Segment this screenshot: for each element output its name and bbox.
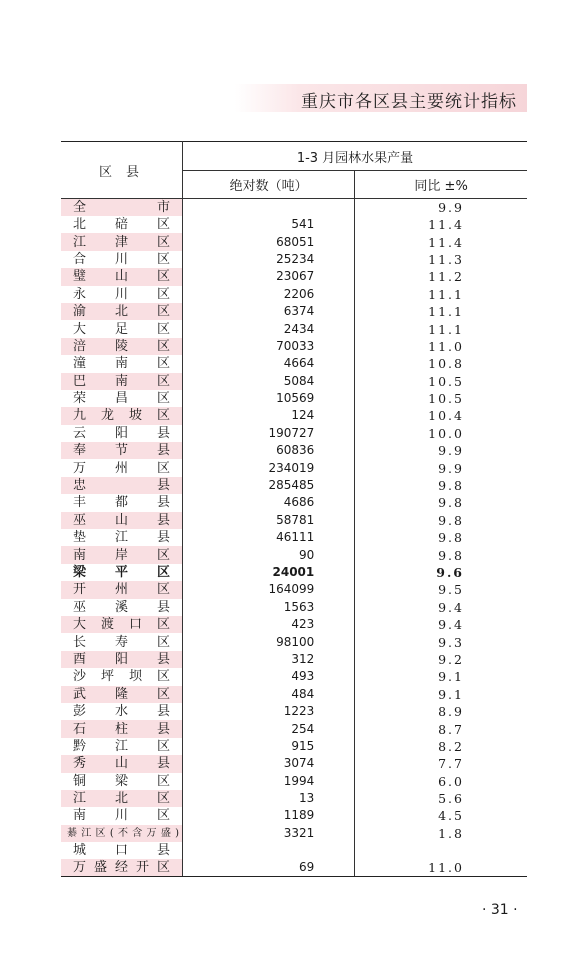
absolute-value-cell: 68051 — [183, 233, 355, 250]
column-group-header: 1-3 月园林水果产量 — [183, 142, 528, 171]
yoy-change-cell: 8.7 — [438, 721, 464, 737]
region-name-cell: 涪陵区 — [61, 338, 183, 355]
table-row — [61, 216, 527, 233]
absolute-value-cell: 6374 — [183, 303, 355, 320]
table-row — [61, 581, 527, 598]
yoy-change-cell — [355, 842, 527, 859]
absolute-value-cell: 254 — [183, 720, 355, 737]
region-name-cell: 铜梁区 — [61, 773, 183, 790]
yoy-change-cell: 10.8 — [428, 356, 464, 372]
yoy-change-cell: 10.5 — [428, 373, 464, 389]
absolute-value-cell: 25234 — [183, 251, 355, 268]
region-name-cell: 北碚区 — [61, 216, 183, 233]
region-name-cell: 大足区 — [61, 320, 183, 337]
region-name-cell: 万盛经开区 — [61, 859, 183, 877]
region-name-cell: 南岸区 — [61, 546, 183, 563]
table-row — [61, 755, 527, 772]
yoy-change-cell: 1.8 — [438, 825, 464, 841]
region-name-cell: 巫溪县 — [61, 599, 183, 616]
absolute-value-cell: 23067 — [183, 268, 355, 285]
region-name-cell: 巴南区 — [61, 373, 183, 390]
yoy-change-cell: 8.2 — [438, 738, 464, 754]
absolute-value-cell: 58781 — [183, 512, 355, 529]
absolute-value-cell: 69 — [183, 859, 355, 877]
table-row — [61, 477, 527, 494]
yoy-change-cell: 4.5 — [438, 808, 464, 824]
absolute-value-cell: 2206 — [183, 286, 355, 303]
region-name-cell: 巫山县 — [61, 512, 183, 529]
region-name-cell: 全市 — [61, 199, 183, 217]
table-row — [61, 825, 527, 842]
yoy-change-cell: 9.9 — [438, 200, 464, 215]
region-name-cell: 合川区 — [61, 251, 183, 268]
yoy-change-cell: 11.4 — [428, 234, 464, 250]
yoy-change-cell: 11.0 — [428, 338, 464, 354]
absolute-value-cell: 24001 — [183, 564, 355, 581]
yoy-change-cell: 9.1 — [438, 686, 464, 702]
table-row — [61, 720, 527, 737]
absolute-value-cell: 70033 — [183, 338, 355, 355]
yoy-change-cell: 9.8 — [438, 495, 464, 511]
table-row — [61, 529, 527, 546]
yoy-change-cell: 11.1 — [428, 321, 464, 337]
table-row — [61, 668, 527, 685]
yoy-change-cell: 11.4 — [428, 217, 464, 233]
yoy-change-cell: 10.4 — [428, 408, 464, 424]
table-row — [61, 859, 527, 877]
yoy-change-cell: 10.0 — [428, 425, 464, 441]
absolute-value-cell: 3321 — [183, 825, 355, 842]
table-row — [61, 407, 527, 424]
table-row — [61, 546, 527, 563]
region-name-cell: 丰都县 — [61, 494, 183, 511]
absolute-value-cell: 3074 — [183, 755, 355, 772]
yoy-change-cell: 9.8 — [438, 478, 464, 494]
region-name-cell: 潼南区 — [61, 355, 183, 372]
absolute-value-cell: 1563 — [183, 599, 355, 616]
page-number: · 31 · — [482, 902, 518, 918]
yoy-change-cell: 9.5 — [438, 582, 464, 598]
table-row — [61, 320, 527, 337]
yoy-change-cell: 11.1 — [428, 304, 464, 320]
region-name-cell: 万州区 — [61, 459, 183, 476]
absolute-value-cell: 98100 — [183, 633, 355, 650]
region-name-cell: 梁平区 — [61, 564, 183, 581]
table-row — [61, 686, 527, 703]
table-row — [61, 268, 527, 285]
region-name-cell: 大渡口区 — [61, 616, 183, 633]
region-name-cell: 秀山县 — [61, 755, 183, 772]
yoy-change-cell: 9.8 — [438, 530, 464, 546]
region-name-cell: 南川区 — [61, 807, 183, 824]
column-header-region: 区县 — [61, 142, 183, 199]
table-row — [61, 703, 527, 720]
region-name-cell: 綦江区(不含万盛) — [61, 825, 183, 842]
yoy-change-cell: 9.4 — [438, 617, 464, 633]
table-body — [61, 199, 527, 877]
absolute-value-cell: 1223 — [183, 703, 355, 720]
absolute-value-cell: 1189 — [183, 807, 355, 824]
yoy-change-cell: 9.1 — [438, 669, 464, 685]
absolute-value-cell — [183, 199, 355, 217]
absolute-value-cell: 13 — [183, 790, 355, 807]
table-row — [61, 616, 527, 633]
yoy-change-cell: 9.8 — [438, 547, 464, 563]
yoy-change-cell: 6.0 — [438, 773, 464, 789]
absolute-value-cell: 915 — [183, 738, 355, 755]
region-name-cell: 璧山区 — [61, 268, 183, 285]
yoy-change-cell: 9.6 — [436, 565, 464, 580]
absolute-value-cell: 1994 — [183, 773, 355, 790]
table-row — [61, 233, 527, 250]
yoy-change-cell: 11.0 — [355, 859, 527, 877]
table-row — [61, 338, 527, 355]
yoy-change-cell: 11.3 — [428, 251, 464, 267]
region-name-cell: 黔江区 — [61, 738, 183, 755]
region-name-cell: 长寿区 — [61, 633, 183, 650]
yoy-change-cell: 11.2 — [428, 269, 464, 285]
page-header-banner — [235, 84, 527, 112]
region-name-cell: 酉阳县 — [61, 651, 183, 668]
statistics-table — [61, 141, 527, 877]
page-title: 重庆市各区县主要统计指标 — [301, 92, 517, 112]
yoy-change-cell: 9.9 — [438, 460, 464, 476]
table-row — [61, 633, 527, 650]
table-row — [61, 390, 527, 407]
absolute-value-cell: 164099 — [183, 581, 355, 598]
absolute-value-cell: 4686 — [183, 494, 355, 511]
absolute-value-cell: 10569 — [183, 390, 355, 407]
yoy-change-cell: 9.4 — [438, 599, 464, 615]
region-name-cell: 永川区 — [61, 286, 183, 303]
column-header-absolute: 绝对数（吨） — [183, 171, 355, 199]
table-row — [61, 425, 527, 442]
yoy-change-cell: 5.6 — [438, 791, 464, 807]
table-row — [61, 773, 527, 790]
column-header-yoy: 同比 ±% — [355, 171, 527, 199]
yoy-change-cell: 9.8 — [438, 512, 464, 528]
table-row — [61, 199, 527, 217]
table-row — [61, 494, 527, 511]
absolute-value-cell: 312 — [183, 651, 355, 668]
region-name-cell: 彭水县 — [61, 703, 183, 720]
table-row — [61, 599, 527, 616]
region-name-cell: 石柱县 — [61, 720, 183, 737]
yoy-change-cell: 7.7 — [438, 756, 464, 772]
region-name-cell: 垫江县 — [61, 529, 183, 546]
absolute-value-cell: 190727 — [183, 425, 355, 442]
absolute-value-cell: 4664 — [183, 355, 355, 372]
table-row — [61, 459, 527, 476]
region-name-cell: 忠县 — [61, 477, 183, 494]
region-name-cell: 渝北区 — [61, 303, 183, 320]
absolute-value-cell: 5084 — [183, 373, 355, 390]
absolute-value-cell: 423 — [183, 616, 355, 633]
absolute-value-cell: 60836 — [183, 442, 355, 459]
yoy-change-cell: 9.2 — [438, 651, 464, 667]
absolute-value-cell — [183, 842, 355, 859]
table-row — [61, 564, 527, 581]
table-row — [61, 251, 527, 268]
table-row — [61, 738, 527, 755]
yoy-change-cell: 9.9 — [438, 443, 464, 459]
table-row — [61, 373, 527, 390]
yoy-change-cell: 8.9 — [438, 704, 464, 720]
yoy-change-cell: 10.5 — [428, 391, 464, 407]
table-row — [61, 442, 527, 459]
absolute-value-cell: 46111 — [183, 529, 355, 546]
absolute-value-cell: 484 — [183, 686, 355, 703]
table-row — [61, 651, 527, 668]
region-name-cell: 奉节县 — [61, 442, 183, 459]
region-name-cell: 江津区 — [61, 233, 183, 250]
yoy-change-cell: 9.3 — [438, 634, 464, 650]
absolute-value-cell: 285485 — [183, 477, 355, 494]
region-name-cell: 武隆区 — [61, 686, 183, 703]
yoy-change-cell: 11.1 — [428, 286, 464, 302]
absolute-value-cell: 124 — [183, 407, 355, 424]
absolute-value-cell: 2434 — [183, 320, 355, 337]
region-name-cell: 沙坪坝区 — [61, 668, 183, 685]
region-name-cell: 九龙坡区 — [61, 407, 183, 424]
table-row — [61, 286, 527, 303]
table-row — [61, 512, 527, 529]
table-row — [61, 303, 527, 320]
region-name-cell: 江北区 — [61, 790, 183, 807]
table-row — [61, 842, 527, 859]
region-name-cell: 荣昌区 — [61, 390, 183, 407]
region-name-cell: 开州区 — [61, 581, 183, 598]
absolute-value-cell: 90 — [183, 546, 355, 563]
table-row — [61, 807, 527, 824]
region-name-cell: 城口县 — [61, 842, 183, 859]
absolute-value-cell: 493 — [183, 668, 355, 685]
table-row — [61, 355, 527, 372]
absolute-value-cell: 541 — [183, 216, 355, 233]
absolute-value-cell: 234019 — [183, 459, 355, 476]
region-name-cell: 云阳县 — [61, 425, 183, 442]
table-row — [61, 790, 527, 807]
